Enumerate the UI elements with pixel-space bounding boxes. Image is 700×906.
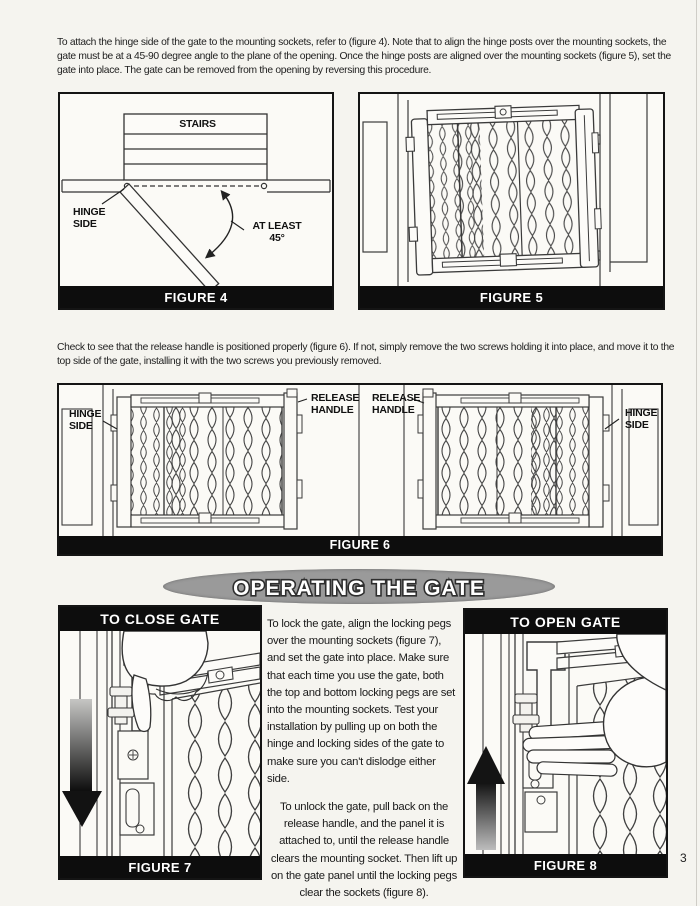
figure-4-caption: FIGURE 4 (60, 286, 332, 308)
banner-text (163, 569, 555, 604)
banner-label: OPERATING THE GATE (233, 577, 485, 600)
figure-8-caption: FIGURE 8 (465, 854, 666, 876)
right-gate (418, 389, 609, 529)
figure-6-caption: FIGURE 6 (59, 536, 661, 554)
gate-angled (120, 184, 219, 286)
lock-gate-paragraph: To lock the gate, align the locking pegs over the mounting sockets (figure 7), and set the gate into place. Make sure that each time you use the gate, both the top and bottom locking pegs are set into the mounting sockets. Test your installation by pulling up on both the hinge and locking sides of the gate to make sure you can't dislodge either side. (267, 618, 456, 785)
to-close-gate-header: TO CLOSE GATE (60, 607, 260, 631)
figure-6-illustration (59, 385, 661, 536)
figure-7-caption: FIGURE 7 (60, 856, 260, 878)
figure-7-illustration (60, 631, 260, 856)
figure-5 (358, 92, 665, 310)
to-open-gate-header: TO OPEN GATE (465, 610, 666, 634)
figure-8-illustration (465, 634, 666, 854)
figure-5-caption: FIGURE 5 (360, 286, 663, 308)
figure-6 (57, 383, 663, 556)
intro-paragraph: To attach the hinge side of the gate to the mounting sockets, refer to (figure 4). Note that to align the hinge posts over the mounting sockets, the gate must be at a 45-90 degree angle to the plane of the opening. Once the hinge posts are aligned over the mounting sockets (figure 5), set the gate into place. The gate can be removed from the opening by reversing this procedure. (57, 37, 671, 77)
figure-7 (58, 605, 262, 880)
figure-5-illustration (360, 94, 663, 286)
wall-with-opening (62, 180, 330, 192)
hinge-leader-line (102, 189, 124, 204)
operating-instructions (267, 616, 461, 902)
figure-4 (58, 92, 334, 310)
stairs-label: STAIRS (179, 118, 216, 130)
scan-edge-line (696, 0, 697, 906)
down-arrow-icon (62, 699, 102, 827)
up-arrow-icon (467, 746, 505, 850)
safety-gate-illustration (405, 103, 603, 276)
unlock-gate-paragraph: To unlock the gate, pull back on the release handle, and the panel it is attached to, until the release handle clears the mounting socket. Then lift up on the gate panel until the locking pegs clear the sockets (figure 8). (270, 801, 458, 900)
hinge-side-right-label: HINGE SIDE (625, 407, 658, 431)
page-number: 3 (680, 851, 687, 865)
check-paragraph: Check to see that the release handle is positioned properly (figure 6). If not, simply remove the two screws holding it into place, and move it to the top side of the gate, installing it with the two screws you previously removed. (57, 342, 675, 368)
angle-arc-arrow (208, 193, 233, 256)
release-handle-right-label: RELEASE HANDLE (372, 392, 421, 416)
left-gate (111, 389, 302, 529)
angle-leader-line (231, 221, 244, 230)
hinge-side-label: HINGE SIDE (73, 206, 106, 230)
left-door-frame (363, 94, 408, 286)
operating-the-gate-banner (163, 569, 555, 604)
at-least-45-label: AT LEAST 45° (252, 220, 302, 244)
release-handle-left-label: RELEASE HANDLE (311, 392, 360, 416)
figure-8 (463, 608, 668, 878)
hinge-side-left-label: HINGE SIDE (69, 408, 102, 432)
